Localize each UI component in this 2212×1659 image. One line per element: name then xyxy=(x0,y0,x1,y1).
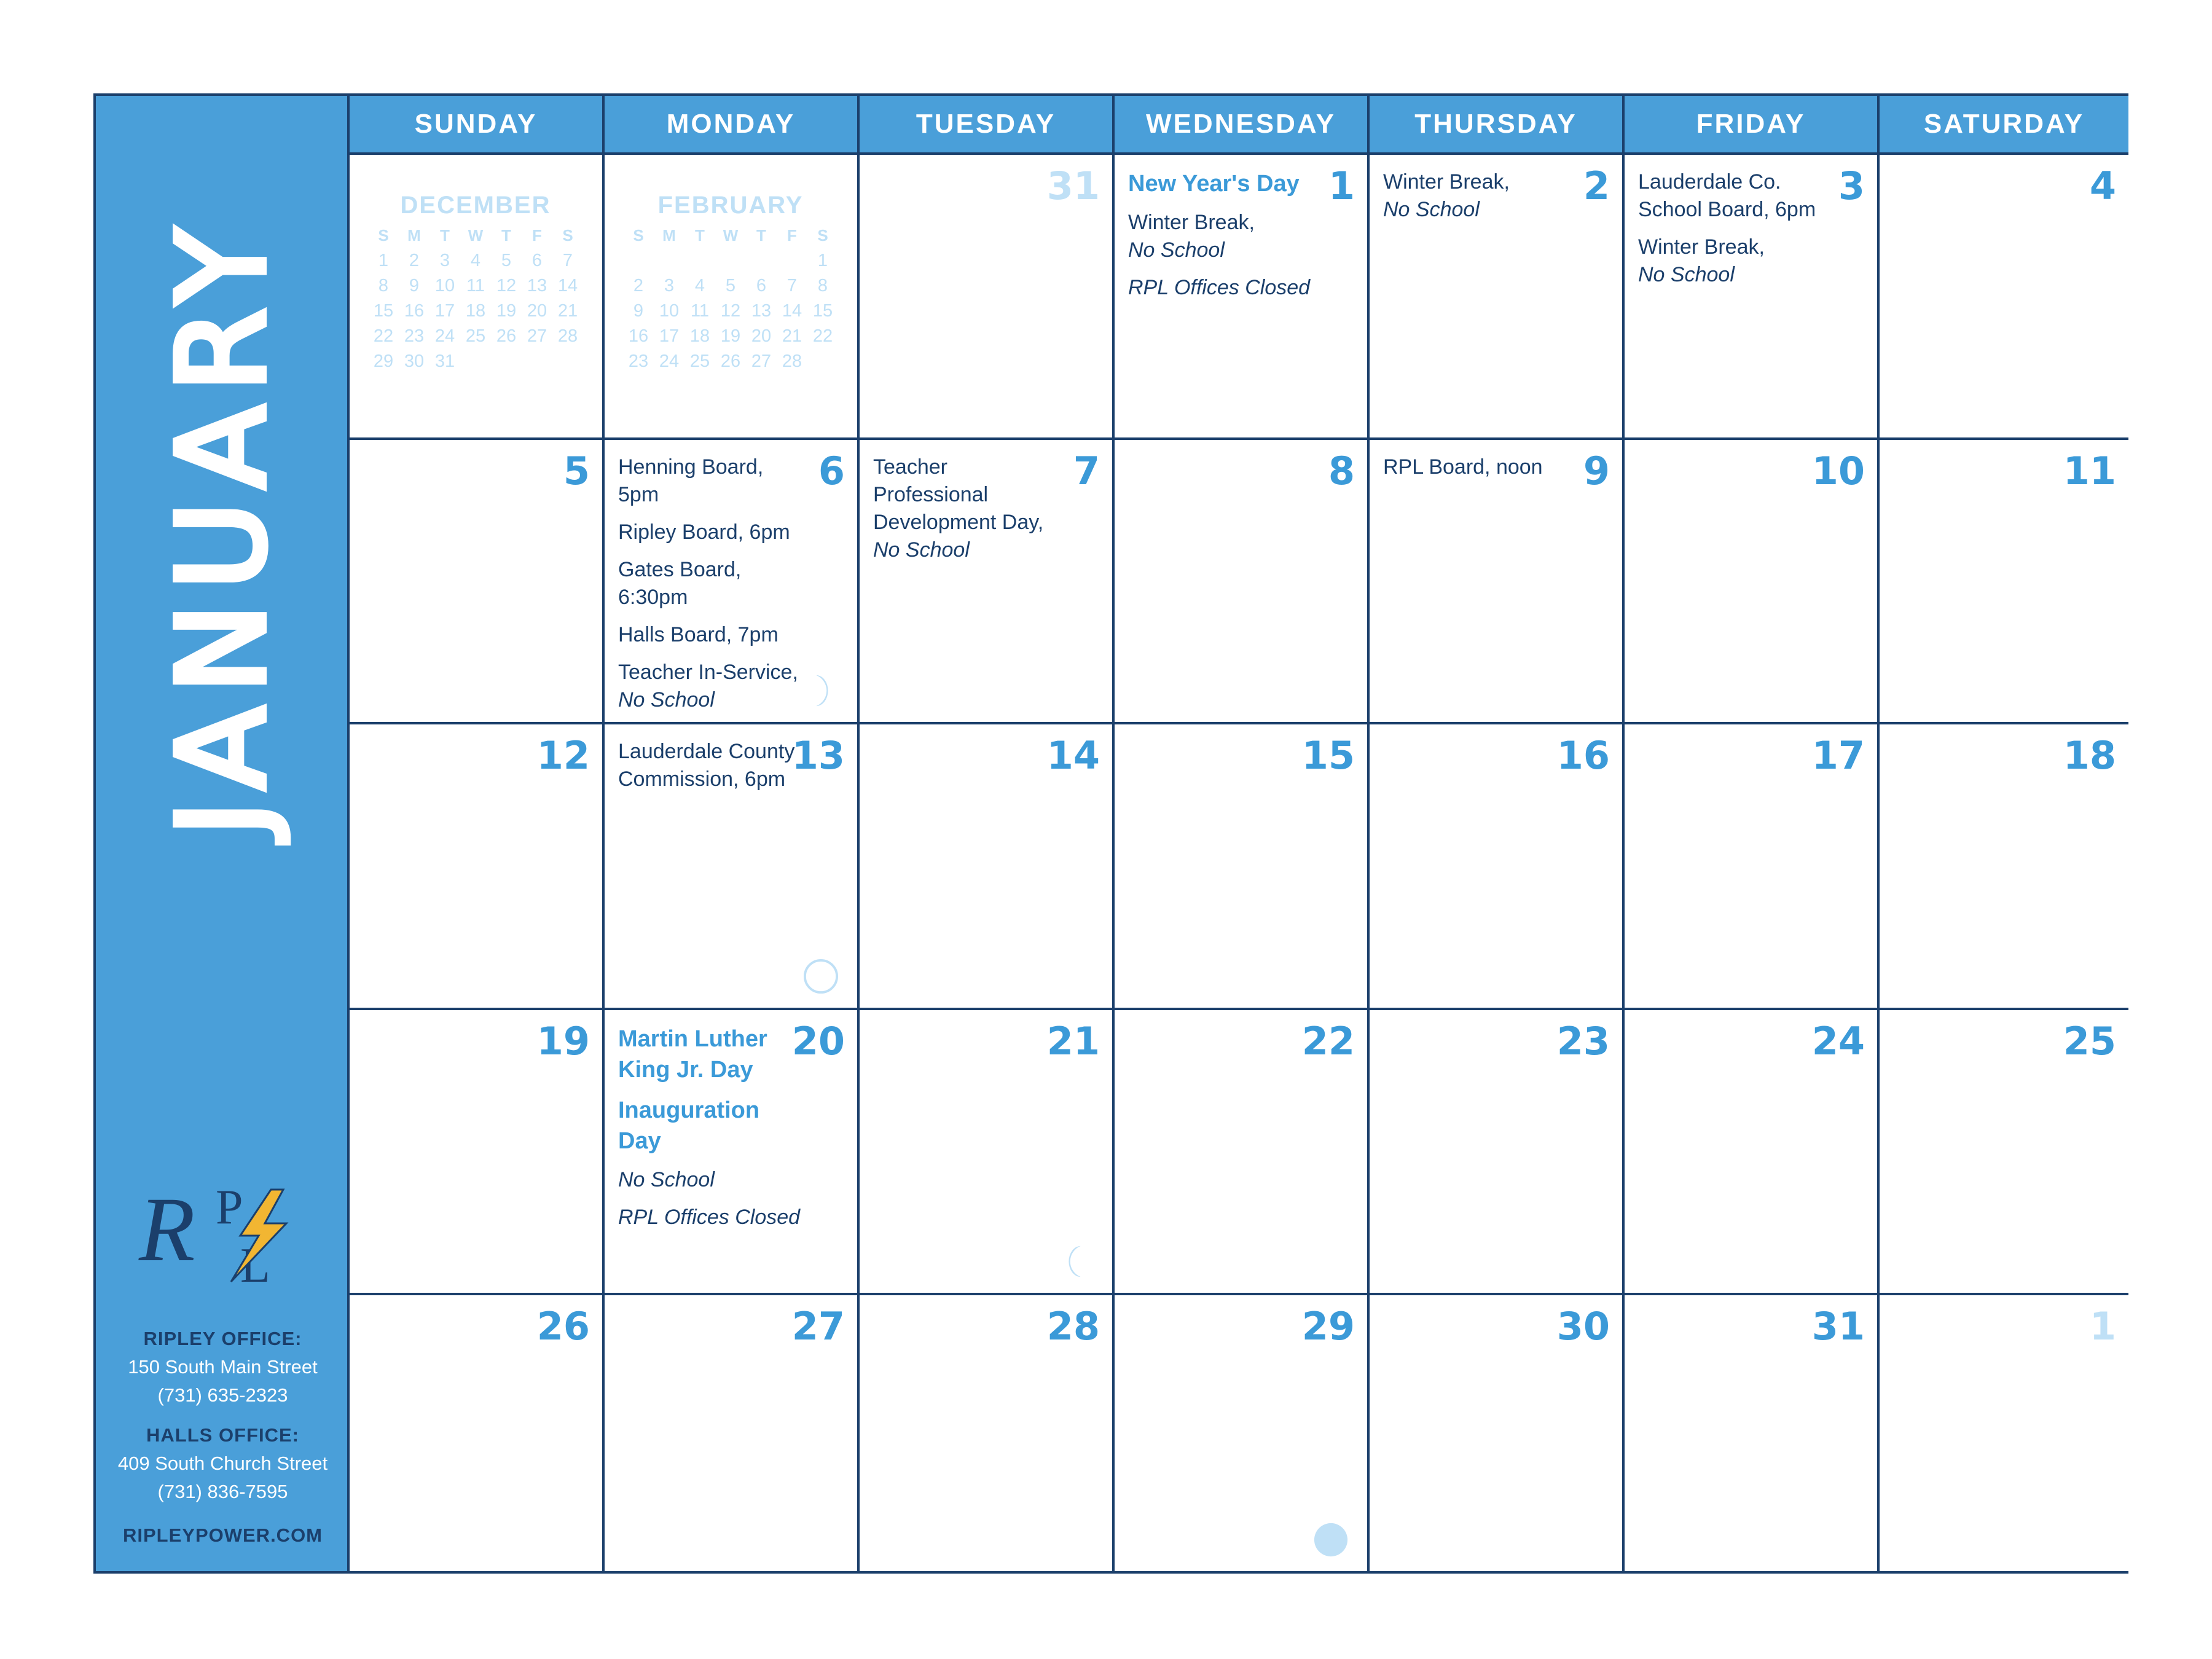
event-text: Halls Board, 7pm xyxy=(618,623,779,646)
mini-calendar-dow: T xyxy=(756,226,766,245)
rpl-logo xyxy=(133,1174,317,1297)
day-number: 16 xyxy=(1556,733,1610,778)
calendar-grid xyxy=(350,96,2126,1571)
mini-calendar-dow: W xyxy=(468,226,484,245)
day-number: 20 xyxy=(791,1019,845,1064)
event-note: No School xyxy=(873,538,970,562)
day-events xyxy=(618,738,802,803)
mini-calendar-day: 15 xyxy=(373,301,394,321)
halls-office-block xyxy=(96,1421,350,1506)
day-number: 22 xyxy=(1301,1019,1355,1064)
day-events xyxy=(1383,453,1567,491)
mini-calendar-cell xyxy=(350,152,605,437)
mini-calendar-title: FEBRUARY xyxy=(657,192,804,219)
first-quarter-moon-icon xyxy=(803,673,839,708)
mini-calendar-day xyxy=(807,349,838,374)
mini-calendar-day: 1 xyxy=(378,251,389,270)
holiday-label xyxy=(1128,168,1312,199)
mini-calendar-day: 13 xyxy=(527,276,547,296)
mini-calendar-day: 6 xyxy=(531,251,543,270)
header-sunday: SUNDAY xyxy=(350,96,605,152)
mini-calendar-day: 22 xyxy=(373,326,394,346)
mini-calendar-dow: T xyxy=(440,226,450,245)
day-cell xyxy=(605,722,860,1008)
event-item xyxy=(618,659,802,714)
mini-calendar-dow: F xyxy=(532,226,542,245)
day-cell xyxy=(1370,1008,1625,1293)
mini-calendar-day: 21 xyxy=(782,326,802,346)
day-cell xyxy=(1625,1293,1880,1571)
mini-calendar-day: 23 xyxy=(628,351,649,371)
mini-calendar-day xyxy=(491,349,522,374)
mini-calendar-day: 10 xyxy=(659,301,680,321)
event-note: No School xyxy=(1128,238,1225,262)
day-number: 11 xyxy=(2063,449,2116,493)
event-note: No School xyxy=(618,1168,715,1191)
ripley-office xyxy=(96,1325,350,1410)
mini-calendar-day: 4 xyxy=(470,251,481,270)
day-cell xyxy=(860,722,1115,1008)
event-text: RPL Board, noon xyxy=(1383,455,1543,479)
event-text: Lauderdale County Commission, 6pm xyxy=(618,740,795,791)
ripley-office-phone: (731) 635-2323 xyxy=(157,1384,288,1406)
day-cell xyxy=(1115,1293,1370,1571)
header-friday: FRIDAY xyxy=(1625,96,1880,152)
day-number: 21 xyxy=(1046,1019,1100,1064)
holiday-label xyxy=(618,1024,802,1085)
event-item xyxy=(873,453,1057,564)
day-cell xyxy=(1370,1293,1625,1571)
event-text: Inauguration Day xyxy=(618,1097,760,1154)
mini-calendar-day: 29 xyxy=(373,351,394,371)
mini-calendar-day: 5 xyxy=(725,276,736,296)
mini-calendar-day: 28 xyxy=(782,351,802,371)
event-text: Martin Luther King Jr. Day xyxy=(618,1026,767,1083)
mini-calendar-cell xyxy=(605,152,860,437)
mini-calendar-day: 18 xyxy=(465,301,486,321)
day-cell xyxy=(605,437,860,722)
event-item xyxy=(618,621,802,649)
event-item xyxy=(618,519,802,546)
day-number: 4 xyxy=(2089,163,2116,208)
day-number: 14 xyxy=(1046,733,1100,778)
website-link[interactable]: RIPLEYPOWER.COM xyxy=(122,1524,323,1546)
event-item xyxy=(1383,168,1567,224)
day-events xyxy=(1383,168,1567,233)
day-cell xyxy=(860,437,1115,722)
day-number: 17 xyxy=(1811,733,1865,778)
mini-calendar-day: 13 xyxy=(751,301,772,321)
day-cell xyxy=(1370,152,1625,437)
event-note: RPL Offices Closed xyxy=(618,1206,801,1229)
mini-calendar-day: 15 xyxy=(812,301,833,321)
day-events xyxy=(873,453,1057,574)
day-events xyxy=(618,1024,802,1241)
day-cell xyxy=(1625,152,1880,437)
mini-calendar-day: 18 xyxy=(689,326,710,346)
day-number: 7 xyxy=(1073,449,1100,493)
mini-calendar-day: 10 xyxy=(434,276,455,296)
day-cell xyxy=(1880,1008,2128,1293)
mini-calendar-day xyxy=(715,248,746,273)
mini-calendar-day: 26 xyxy=(496,326,517,346)
event-text: Lauderdale Co. School Board, 6pm xyxy=(1638,170,1816,221)
header-tuesday: TUESDAY xyxy=(860,96,1115,152)
header-monday: MONDAY xyxy=(605,96,860,152)
mini-calendar-day: 23 xyxy=(404,326,425,346)
mini-calendar-day: 12 xyxy=(496,276,517,296)
event-item xyxy=(1638,168,1822,224)
day-number: 12 xyxy=(536,733,590,778)
event-item xyxy=(618,453,802,509)
day-number: 9 xyxy=(1583,449,1610,493)
day-number: 2 xyxy=(1583,163,1610,208)
day-number: 6 xyxy=(818,449,845,493)
mini-calendar-day: 7 xyxy=(786,276,798,296)
mini-calendar-day xyxy=(684,248,715,273)
day-cell xyxy=(1115,437,1370,722)
mini-calendar-december xyxy=(368,192,583,374)
day-number: 1 xyxy=(1328,163,1355,208)
svg-text:L: L xyxy=(240,1239,270,1293)
day-events xyxy=(618,453,802,724)
mini-calendar-day: 25 xyxy=(689,351,710,371)
holiday-label xyxy=(618,1095,802,1156)
header-saturday: SATURDAY xyxy=(1880,96,2128,152)
mini-calendar-day: 28 xyxy=(557,326,578,346)
day-number: 13 xyxy=(791,733,845,778)
mini-calendar-dow: M xyxy=(662,226,676,245)
event-text: Winter Break, xyxy=(1128,211,1255,234)
mini-calendar-day xyxy=(460,349,491,374)
day-cell xyxy=(605,1008,860,1293)
mini-calendar-day: 22 xyxy=(812,326,833,346)
day-cell xyxy=(350,1008,605,1293)
day-cell xyxy=(860,1293,1115,1571)
event-text: Winter Break, xyxy=(1638,235,1765,259)
day-number: 31 xyxy=(1046,163,1100,208)
event-item xyxy=(618,556,802,611)
mini-calendar-day: 24 xyxy=(659,351,680,371)
day-number: 19 xyxy=(536,1019,590,1064)
event-item xyxy=(618,1204,802,1231)
mini-calendar-day: 11 xyxy=(466,276,485,296)
event-text: Winter Break, xyxy=(1383,170,1510,194)
mini-calendar-day: 16 xyxy=(404,301,425,321)
mini-calendar-day: 17 xyxy=(659,326,680,346)
event-item xyxy=(1128,209,1312,264)
ripley-office-address: 150 South Main Street xyxy=(128,1356,318,1378)
mini-calendar-day: 30 xyxy=(404,351,425,371)
mini-calendar-day: 2 xyxy=(409,251,420,270)
day-number: 24 xyxy=(1811,1019,1865,1064)
mini-calendar-day: 16 xyxy=(628,326,649,346)
mini-calendar-day xyxy=(552,349,583,374)
halls-office-address: 409 South Church Street xyxy=(117,1453,328,1474)
mini-calendar-day: 3 xyxy=(439,251,450,270)
event-item xyxy=(1383,453,1567,481)
day-cell xyxy=(860,152,1115,437)
mini-calendar-dow: W xyxy=(723,226,739,245)
event-item xyxy=(1638,233,1822,289)
day-cell xyxy=(1880,722,2128,1008)
mini-calendar-day: 12 xyxy=(720,301,741,321)
mini-calendar-day: 20 xyxy=(527,301,547,321)
day-number: 3 xyxy=(1838,163,1865,208)
mini-calendar-day xyxy=(777,248,807,273)
mini-calendar-dow: T xyxy=(501,226,511,245)
halls-office-phone: (731) 836-7595 xyxy=(157,1481,288,1502)
day-cell xyxy=(1880,1293,2128,1571)
mini-calendar-day: 11 xyxy=(690,301,710,321)
day-number: 18 xyxy=(2063,733,2116,778)
event-note: No School xyxy=(618,688,715,712)
day-cell xyxy=(350,437,605,722)
mini-calendar-day: 27 xyxy=(527,326,547,346)
day-cell xyxy=(1880,437,2128,722)
mini-calendar-dow: S xyxy=(817,226,828,245)
mini-calendar-dow: F xyxy=(787,226,797,245)
day-cell xyxy=(1115,152,1370,437)
event-item xyxy=(1128,274,1312,302)
mini-calendar-title: DECEMBER xyxy=(400,192,551,219)
mini-calendar-dow: M xyxy=(407,226,421,245)
day-number: 1 xyxy=(2089,1304,2116,1349)
mini-calendar-day: 5 xyxy=(501,251,512,270)
day-number: 26 xyxy=(536,1304,590,1349)
day-number: 5 xyxy=(563,449,590,493)
header-thursday: THURSDAY xyxy=(1370,96,1625,152)
event-note: No School xyxy=(1383,198,1480,221)
mini-calendar-dow: S xyxy=(562,226,573,245)
mini-calendar-day: 27 xyxy=(751,351,772,371)
mini-calendar-february xyxy=(623,192,838,374)
sidebar xyxy=(96,96,350,1571)
svg-text:P: P xyxy=(216,1180,243,1234)
month-title: JANUARY xyxy=(152,216,292,836)
day-number: 29 xyxy=(1301,1304,1355,1349)
day-number: 27 xyxy=(791,1304,845,1349)
event-text: Ripley Board, 6pm xyxy=(618,520,790,544)
halls-office-label: HALLS OFFICE: xyxy=(146,1424,299,1446)
mini-calendar-dow: S xyxy=(633,226,644,245)
day-number: 25 xyxy=(2063,1019,2116,1064)
day-events xyxy=(1128,168,1312,312)
day-number: 30 xyxy=(1556,1304,1610,1349)
day-number: 8 xyxy=(1328,449,1355,493)
day-cell xyxy=(1370,437,1625,722)
day-number: 28 xyxy=(1046,1304,1100,1349)
mini-calendar-day: 14 xyxy=(557,276,578,296)
event-item xyxy=(618,1166,802,1194)
ripley-office-label: RIPLEY OFFICE: xyxy=(143,1328,302,1349)
mini-calendar-day: 31 xyxy=(434,351,455,371)
mini-calendar-day: 8 xyxy=(378,276,389,296)
mini-calendar-day: 14 xyxy=(782,301,802,321)
day-events xyxy=(1638,168,1822,299)
new-moon-icon xyxy=(1313,1522,1349,1558)
day-cell xyxy=(1625,437,1880,722)
mini-calendar-day: 21 xyxy=(557,301,578,321)
event-note: No School xyxy=(1638,263,1735,286)
mini-calendar-day: 4 xyxy=(694,276,705,296)
day-cell xyxy=(860,1008,1115,1293)
mini-calendar-day: 17 xyxy=(434,301,455,321)
day-cell xyxy=(1880,152,2128,437)
mini-calendar-day: 2 xyxy=(633,276,644,296)
event-text: Teacher Professional Development Day, xyxy=(873,455,1044,534)
day-cell xyxy=(1625,1008,1880,1293)
mini-calendar-day: 7 xyxy=(562,251,573,270)
day-cell xyxy=(350,722,605,1008)
event-item xyxy=(618,738,802,793)
day-cell xyxy=(1115,1008,1370,1293)
event-text: Henning Board, 5pm xyxy=(618,455,764,506)
mini-calendar-day: 9 xyxy=(409,276,420,296)
event-text: Teacher In-Service, xyxy=(618,661,798,684)
header-wednesday: WEDNESDAY xyxy=(1115,96,1370,152)
day-number: 15 xyxy=(1301,733,1355,778)
mini-calendar-day: 25 xyxy=(465,326,486,346)
mini-calendar-day: 26 xyxy=(720,351,741,371)
event-text: New Year's Day xyxy=(1128,171,1300,197)
day-cell xyxy=(1370,722,1625,1008)
day-cell xyxy=(350,1293,605,1571)
mini-calendar-day: 1 xyxy=(817,251,828,270)
day-number: 23 xyxy=(1556,1019,1610,1064)
day-cell xyxy=(605,1293,860,1571)
day-cell xyxy=(1115,722,1370,1008)
mini-calendar-day: 9 xyxy=(633,301,644,321)
day-number: 31 xyxy=(1811,1304,1865,1349)
mini-calendar-day: 8 xyxy=(817,276,828,296)
mini-calendar-day: 6 xyxy=(756,276,767,296)
mini-calendar-day: 3 xyxy=(664,276,675,296)
mini-calendar-day xyxy=(623,248,654,273)
mini-calendar-day xyxy=(522,349,552,374)
event-note: RPL Offices Closed xyxy=(1128,276,1311,299)
mini-calendar-day xyxy=(654,248,684,273)
day-cell xyxy=(1625,722,1880,1008)
mini-calendar-day: 24 xyxy=(434,326,455,346)
mini-calendar-day: 20 xyxy=(751,326,772,346)
mini-calendar-day: 19 xyxy=(496,301,517,321)
day-number: 10 xyxy=(1811,449,1865,493)
mini-calendar-day: 19 xyxy=(720,326,741,346)
last-quarter-moon-icon xyxy=(1058,1244,1094,1279)
event-text: Gates Board, 6:30pm xyxy=(618,558,742,609)
calendar xyxy=(93,93,2128,1574)
mini-calendar-dow: T xyxy=(695,226,705,245)
mini-calendar-dow: S xyxy=(378,226,389,245)
mini-calendar-day xyxy=(746,248,777,273)
svg-text:R: R xyxy=(139,1179,195,1281)
full-moon-icon xyxy=(803,959,839,994)
